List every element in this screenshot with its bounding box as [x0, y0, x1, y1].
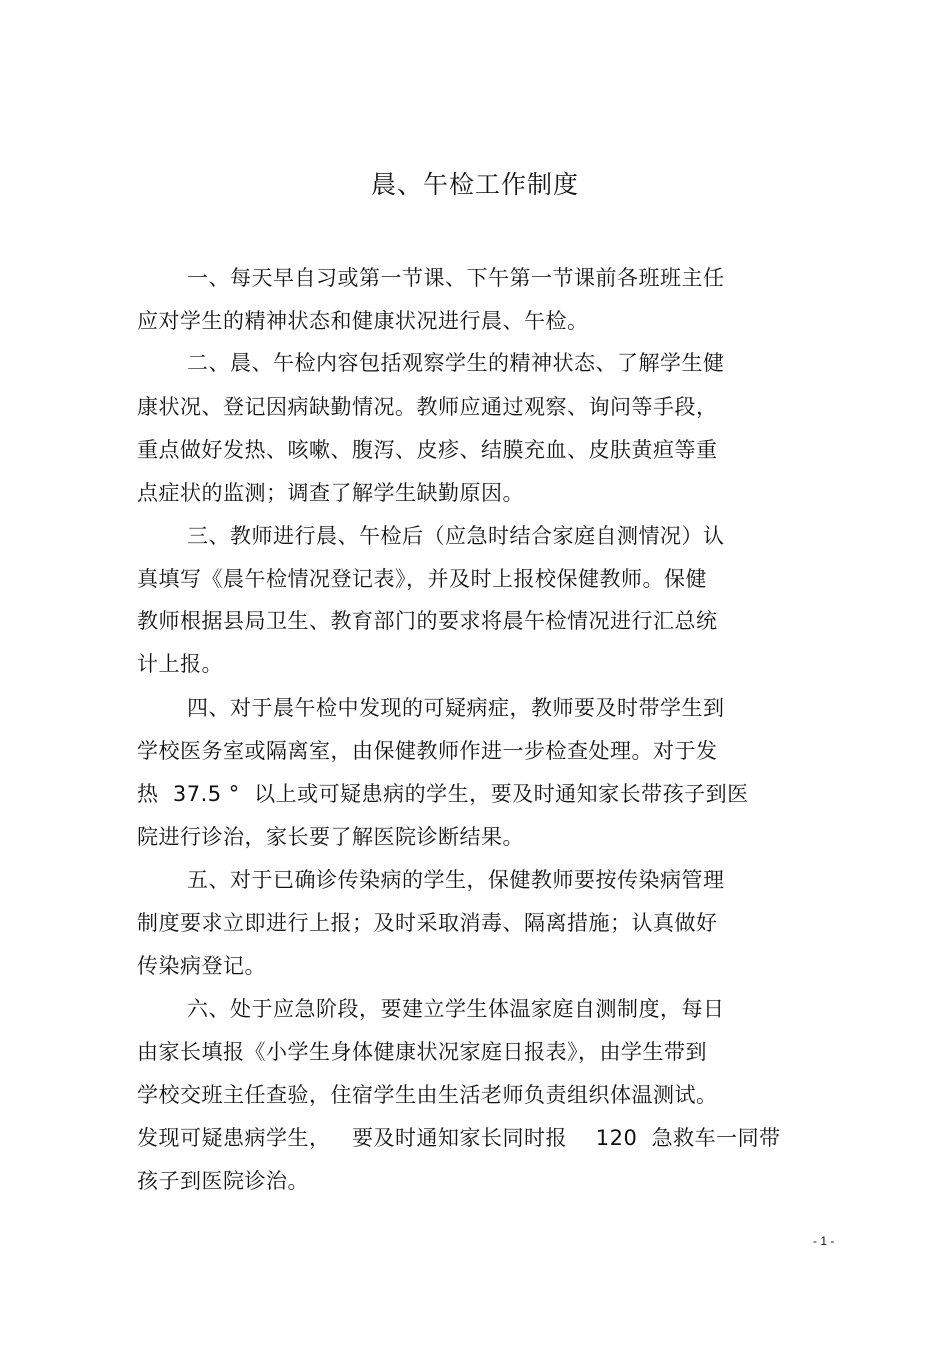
body-line: 点症状的监测；调查了解学生缺勤原因。 — [137, 481, 524, 505]
body-line: 应对学生的精神状态和健康状况进行晨、午检。 — [137, 309, 589, 333]
body-line: 发现可疑患病学生， 要及时通知家长同时报 120 急救车一同带 — [137, 1126, 781, 1150]
body-line: 学校医务室或隔离室，由保健教师作进一步检查处理。对于发 — [137, 739, 718, 763]
body-line: 四、对于晨午检中发现的可疑病症，教师要及时带学生到 — [187, 696, 725, 720]
body-line: 一、每天早自习或第一节课、下午第一节课前各班班主任 — [187, 266, 725, 290]
body-line: 学校交班主任查验，住宿学生由生活老师负责组织体温测试。 — [137, 1083, 718, 1107]
page-title: 晨、午检工作制度 — [370, 170, 579, 199]
body-line: 制度要求立即进行上报；及时采取消毒、隔离措施；认真做好 — [137, 911, 718, 935]
body-line: 三、教师进行晨、午检后（应急时结合家庭自测情况）认 — [187, 524, 725, 548]
body-line: 重点做好发热、咳嗽、腹泻、皮疹、结膜充血、皮肤黄疸等重 — [137, 438, 718, 462]
body-line: 热 37.5 ° 以上或可疑患病的学生，要及时通知家长带孩子到医 — [137, 782, 749, 806]
body-line: 五、对于已确诊传染病的学生，保健教师要按传染病管理 — [187, 868, 725, 892]
body-line: 孩子到医院诊治。 — [137, 1169, 309, 1193]
body-line: 院进行诊治，家长要了解医院诊断结果。 — [137, 825, 524, 849]
page-number: - 1 - — [813, 1234, 835, 1248]
body-line: 康状况、登记因病缺勤情况。教师应通过观察、询问等手段， — [137, 395, 718, 419]
body-line: 二、晨、午检内容包括观察学生的精神状态、了解学生健 — [187, 351, 725, 375]
body-line: 传染病登记。 — [137, 954, 266, 978]
body-line: 真填写《晨午检情况登记表》，并及时上报校保健教师。保健 — [137, 567, 707, 591]
body-line: 由家长填报《小学生身体健康状况家庭日报表》，由学生带到 — [137, 1040, 707, 1064]
body-line: 教师根据县局卫生、教育部门的要求将晨午检情况进行汇总统 — [137, 609, 718, 633]
body-line: 计上报。 — [137, 652, 223, 676]
body-line: 六、处于应急阶段，要建立学生体温家庭自测制度，每日 — [187, 997, 725, 1021]
